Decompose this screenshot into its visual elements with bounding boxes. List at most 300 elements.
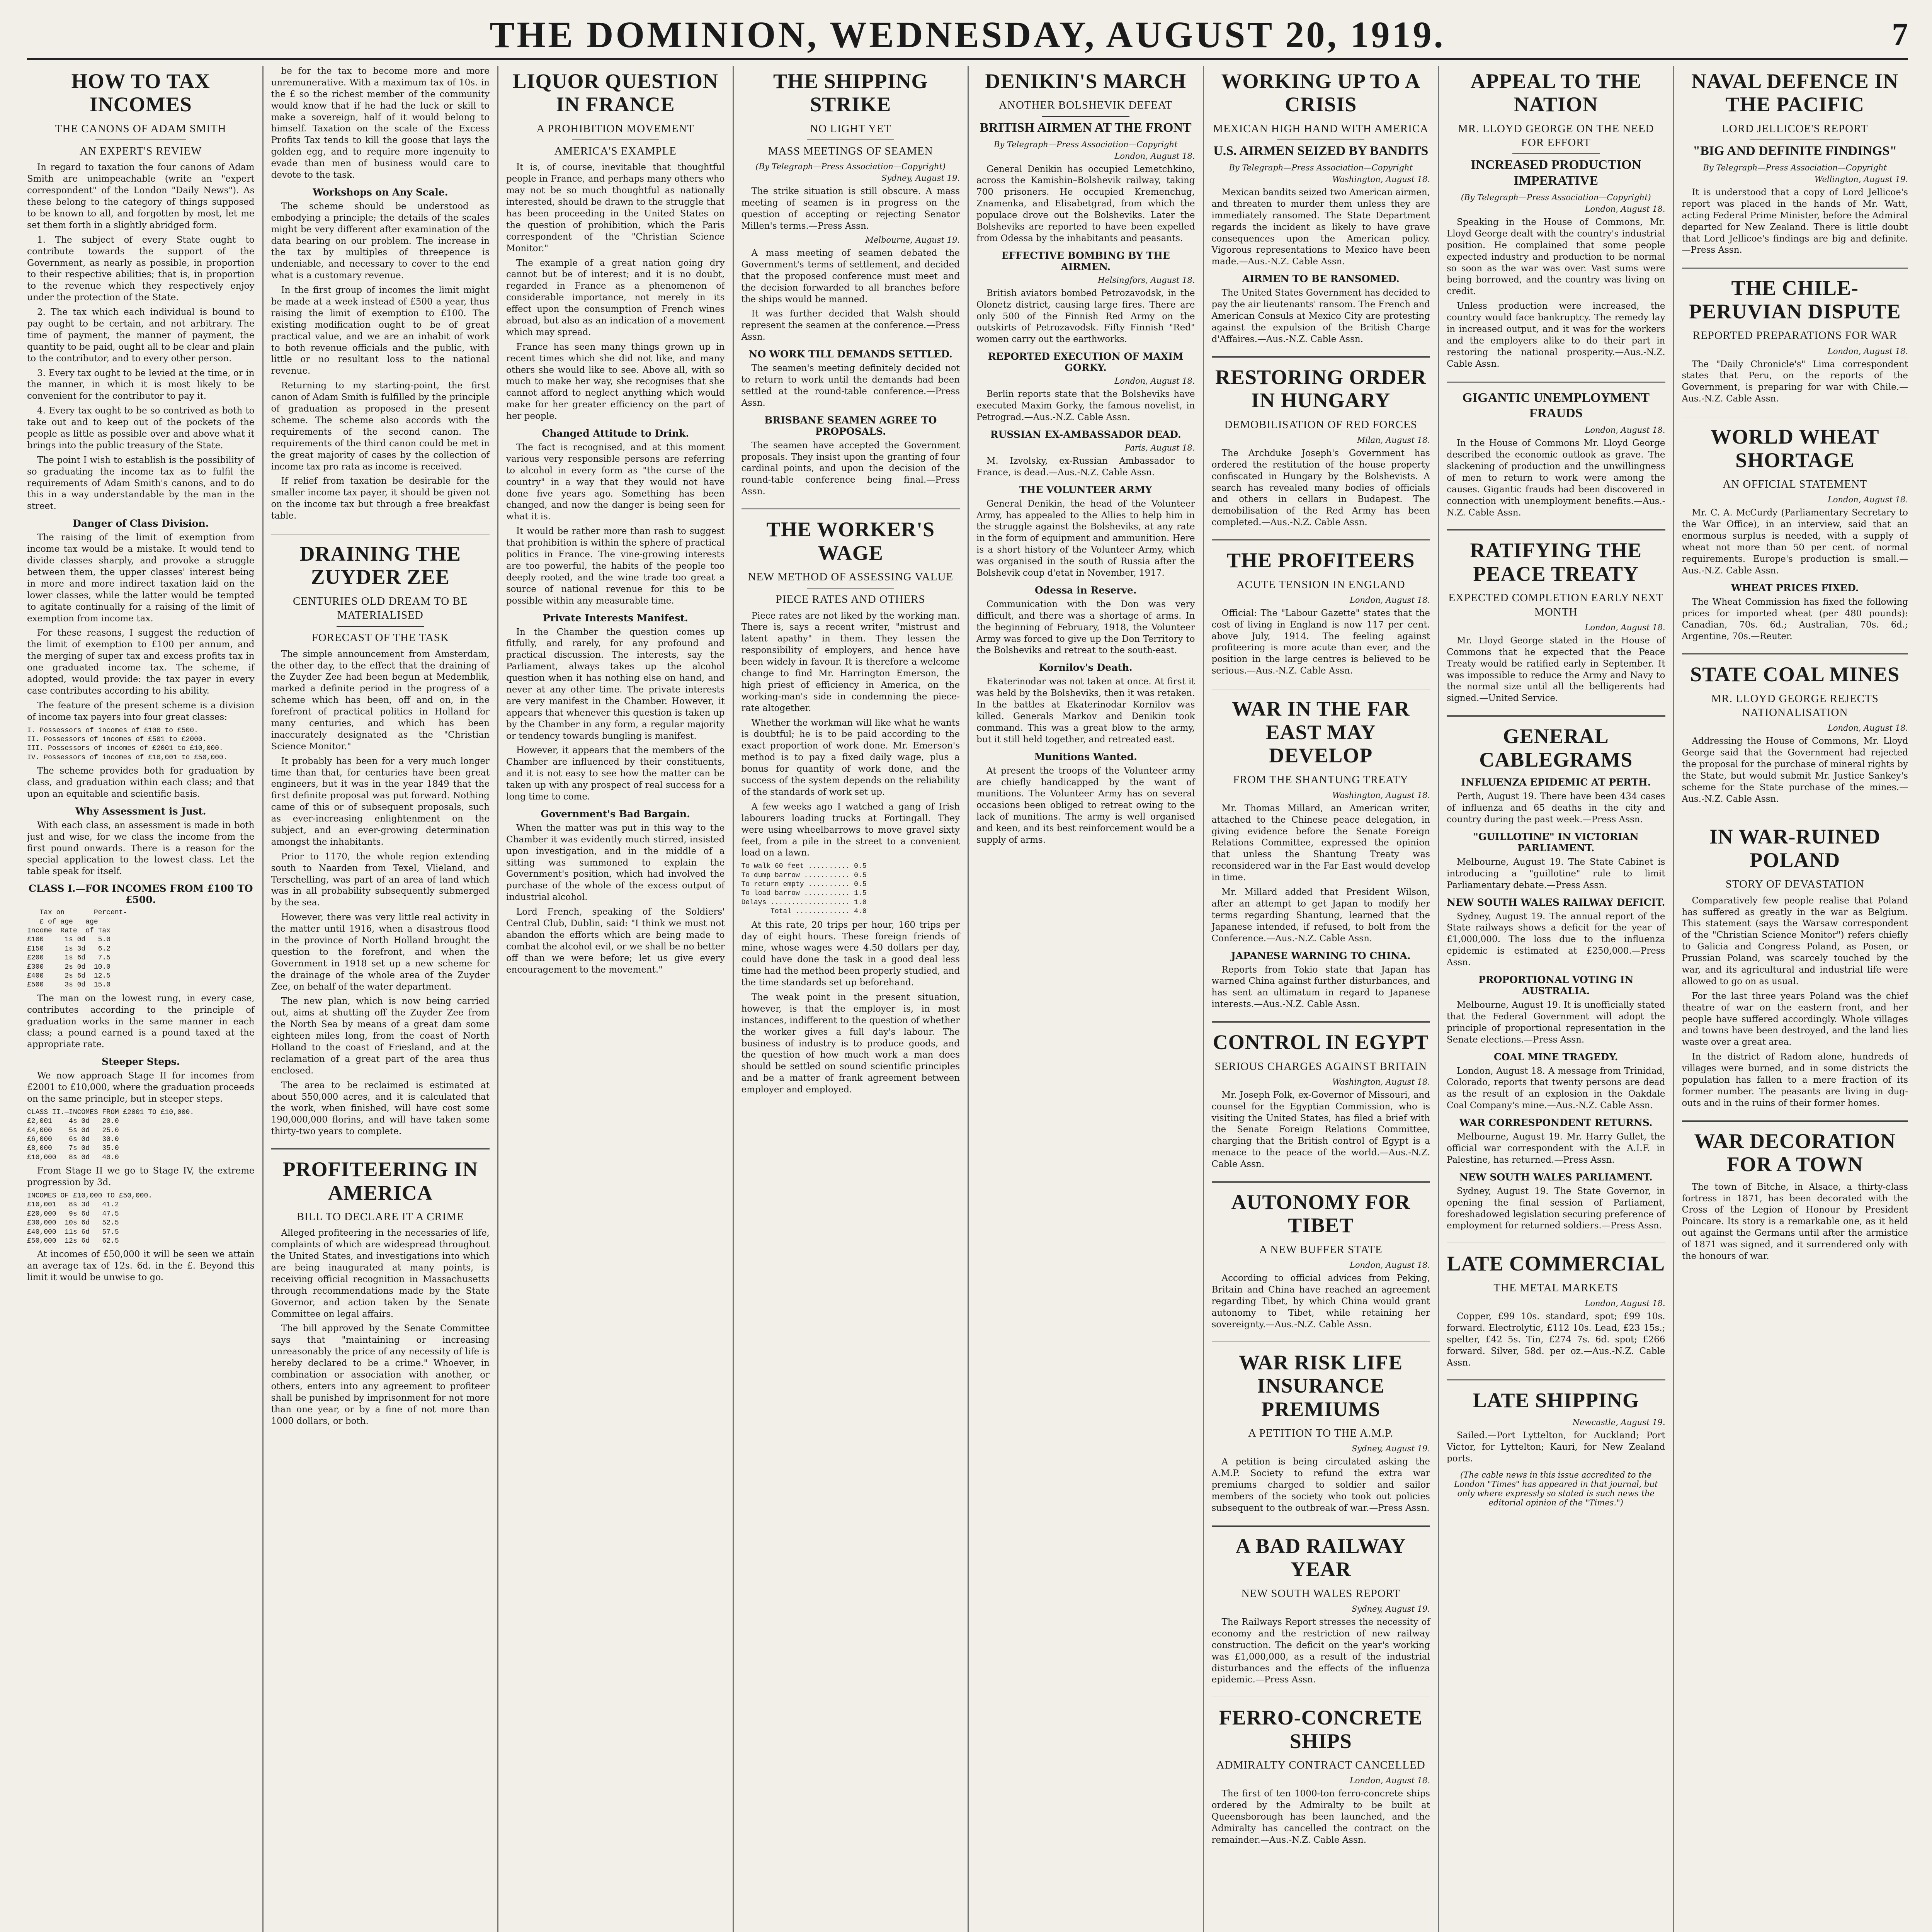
section-heading: WAR CORRESPONDENT RETURNS.	[1459, 1117, 1653, 1129]
paragraph: If relief from taxation be desirable for the smaller income tax payer, it should be given not on the income tax but through a free breakfast table.	[271, 476, 490, 521]
masthead-title: THE DOMINION, WEDNESDAY, AUGUST 20, 1919.	[490, 14, 1446, 55]
article-unemployment-frauds	[1447, 390, 1665, 519]
section-heading: NEW SOUTH WALES RAILWAY DEFICIT.	[1447, 896, 1665, 908]
paragraph: Returning to my starting-point, the first canon of Adam Smith is fulfilled by the principle of graduation as proposed in the present scheme. The scheme also accords with the requirements of the second canon. The requirements of the third canon could be met in the great majority of cases by the collection of income tax pro rata as income is received.	[271, 381, 490, 472]
paragraph: We now approach Stage II for incomes from £2001 to £10,000, where the graduation proceeds on the same principle, but in steeper steps.	[27, 1071, 255, 1104]
paragraph: M. Izvolsky, ex-Russian Ambassador to France, is dead.—Aus.-N.Z. Cable Assn.	[976, 456, 1195, 478]
section-heading: "GUILLOTINE" IN VICTORIAN PARLIAMENT.	[1473, 831, 1639, 854]
paragraph: Piece rates are not liked by the working man. There is, says a recent writer, "mistrust and latent apathy" in them. They lessen the responsibility of employers, and hence have been widely in favour. It is therefore a welcome change to find Mr. Harrington Emerson, the high priest of efficiency in America, on the working-man's side in condemning the piece-rate altogether.	[741, 611, 960, 713]
subheadline: AN OFFICIAL STATEMENT	[1723, 478, 1867, 491]
paragraph: In the Chamber the question comes up fitfully, and rarely, for any profound and practical discussion. The interests, say the Parliament, always takes up the alcohol question when it has nothing else on hand, and never at any other time. The private interests are very manifest in the Chamber. However, it appears that whenever this question is taken up by the Chamber in any form, a regular majority or tendency towards bungling is manifest.	[506, 627, 725, 741]
tax-table-class-1	[27, 908, 255, 990]
paragraph: Melbourne, August 19. Mr. Harry Gullet, the official war correspondent with the A.I.F. in Palestine, has returned.—Press Assn.	[1447, 1132, 1665, 1165]
paragraph: The strike situation is still obscure. A mass meeting of seamen is in progress on the question of accepting or rejecting Senator Millen's terms.—Press Assn.	[741, 186, 960, 231]
section-heading: REPORTED EXECUTION OF MAXIM GORKY.	[988, 351, 1184, 374]
table-text: Tax on Percent- £ of age age Income Rate of Tax £100 1s 0d 5.0 £150 1s 3d 6.2 £200 1s 6d 7.5 £300 2s 0d 10.0 £400 2s 6d 12.5 £500 3s 0d 15.0	[27, 909, 128, 989]
paragraph: 1. The subject of every State ought to contribute towards the support of the Government, as nearly as possible, in proportion to their respective abilities; that is, in proportion to the revenue which they respectively enjoy under the protection of the State.	[27, 235, 255, 303]
article-divider	[742, 509, 960, 510]
article-chile-peru	[1682, 276, 1908, 405]
subheadline: THE METAL MARKETS	[1493, 1281, 1619, 1294]
paragraph: Ekaterinodar was not taken at once. At first it was held by the Bolsheviks, then it was retaken. In the battles at Ekaterinodar Kornilov was killed. Generals Markov and Denikin took command. This was a great blow to the army, but it still held together, and retreated east.	[976, 677, 1195, 745]
section-heading: COAL MINE TRAGEDY.	[1493, 1051, 1618, 1063]
column-6	[1203, 66, 1438, 1932]
section-heading: INFLUENZA EPIDEMIC AT PERTH.	[1461, 777, 1651, 788]
article-divider	[1212, 688, 1430, 689]
column-3	[497, 66, 733, 1932]
paragraph: The raising of the limit of exemption from income tax would be a mistake. It would tend to divide classes sharply, and provoke a struggle between them, the upper classes' interest being in more and more indirect taxation laid on the lower classes, while the latter would be tempted to agitate continually for a raising of the limit of exemption from income tax.	[27, 532, 255, 624]
dateline: Sydney, August 19.	[1351, 1444, 1430, 1454]
masthead	[27, 12, 1908, 60]
subheadline: U.S. AIRMEN SEIZED BY BANDITS	[1213, 144, 1429, 158]
headline: PROFITEERING IN AMERICA	[282, 1158, 478, 1204]
section-heading: Kornilov's Death.	[1039, 662, 1133, 673]
article-state-coal-mines	[1682, 663, 1908, 805]
paragraph: The scheme should be understood as embodying a principle; the details of the scales might be very different after examination of the data bearing on our problem. The increase in the tax by multiples of threepence is undeniable, and necessary to cover to the end what is a customary revenue.	[271, 201, 490, 281]
paragraph: When the matter was put in this way to the Chamber it was evidently much stirred, insisted upon investigation, and in the middle of a sitting was summoned to explain the Government's position, which had involved the purchase of the whole of the excess output of industrial alcohol.	[506, 823, 725, 903]
article-hungary	[1212, 366, 1430, 529]
dateline: Paris, August 18.	[1124, 443, 1195, 452]
paragraph: In the first group of incomes the limit might be made at a week instead of £500 a year, thus raising the limit of exemption to £100. The existing modification ought to be of great practical value, and we are an inhabit of work to both revenue officials and the public, with little or no resultant loss to the national revenue.	[271, 285, 490, 376]
subheadline: BILL TO DECLARE IT A CRIME	[296, 1211, 464, 1223]
headline: AUTONOMY FOR TIBET	[1231, 1190, 1410, 1237]
headline: WORKING UP TO A CRISIS	[1221, 70, 1421, 116]
article-body	[742, 186, 960, 498]
headline: RESTORING ORDER IN HUNGARY	[1215, 365, 1427, 412]
column-8	[1673, 66, 1908, 1932]
paragraph: Reports from Tokio state that Japan has warned China against further disturbances, and has sent an ultimatum in regard to Japanese interests.—Aus.-N.Z. Cable Assn.	[1211, 964, 1430, 1010]
table-heading: CLASS I.—FOR INCOMES FROM £100 TO £500.	[28, 883, 253, 906]
dateline: London, August 18.	[1827, 346, 1908, 356]
article-divider	[271, 533, 490, 534]
article-war-ruined-poland	[1682, 825, 1908, 1109]
headline: APPEAL TO THE NATION	[1470, 70, 1641, 116]
section-heading: Odessa in Reserve.	[1034, 584, 1137, 596]
paragraph: Sydney, August 19. The annual report of the State railways shows a deficit for the year of £1,000,000. The loss due to the influenza epidemic is estimated at £250,000.—Press Assn.	[1447, 911, 1665, 968]
paragraph: It is, of course, inevitable that thoughtful people in France, and perhaps many others who may not be so much thoughtful as nationally interested, should be drawn to the struggle that has been proceeding in the United States on the question of prohibition, which the Paris correspondent of the "Christian Science Monitor."	[506, 162, 725, 253]
article-body	[1447, 777, 1665, 1232]
paragraph: At this rate, 20 trips per hour, 160 trips per day of eight hours. These foreign friends of mine, whose wages were 4.50 dollars per day, could have done the task in a good deal less time had the method been properly studied, and the time standards set up beforehand.	[741, 920, 960, 988]
headline: DRAINING THE ZUYDER ZEE	[299, 542, 461, 589]
time-study-table	[742, 862, 960, 916]
article-body	[1447, 635, 1665, 704]
article-tibet	[1212, 1190, 1430, 1331]
article-divider	[1682, 816, 1908, 817]
article-body	[1682, 895, 1908, 1109]
section-heading: Danger of Class Division.	[73, 518, 209, 529]
article-late-commercial	[1447, 1252, 1665, 1369]
headline: RATIFYING THE PEACE TREATY	[1470, 539, 1642, 585]
article-body	[271, 66, 490, 522]
headline: CONTROL IN EGYPT	[1213, 1031, 1429, 1054]
page-number: 7	[1892, 17, 1908, 53]
article-railway-year	[1212, 1534, 1430, 1686]
paragraph: Whether the workman will like what he wants is doubtful; he is to be paid according to the exact proportion of work done. Mr. Emerson's method is to pay a fixed daily wage, plus a bonus for quantity of work done, and the success of the system depends on the reliability of the standards of work set up.	[741, 718, 960, 797]
paragraph: Unless production were increased, the country would face bankruptcy. The remedy lay in increased output, and it was for the workers and the employers alike to do their part in restoring the national prosperity.—Aus.-N.Z. Cable Assn.	[1447, 301, 1665, 369]
article-shipping-strike	[742, 70, 960, 498]
article-war-decoration	[1682, 1129, 1908, 1262]
dateline: Milan, August 18.	[1357, 435, 1430, 445]
subheadline: ANOTHER BOLSHEVIK DEFEAT	[999, 99, 1173, 112]
paragraph: A petition is being circulated asking the A.M.P. Society to refund the extra war premiums charged to soldier and sailor members of the society who took out policies subsequent to the outbreak of war.—Press Assn.	[1211, 1457, 1430, 1513]
article-peace-treaty	[1447, 539, 1665, 704]
article-divider	[1212, 1525, 1430, 1527]
article-body	[1212, 187, 1430, 345]
article-divider	[1447, 715, 1665, 717]
paragraph: However, there was very little real activity in the matter until 1916, when a disastrous flood in the province of North Holland brought the question to the forefront, and when the Government in 1918 set up a new scheme for the drainage of the whole area of the Zuyder Zee, on behalf of the water department.	[271, 912, 490, 992]
paragraph: From Stage II we go to Stage IV, the extreme progression by 3d.	[27, 1166, 255, 1188]
subheadline: NEW SOUTH WALES REPORT	[1241, 1587, 1400, 1600]
article-body	[1447, 1430, 1665, 1465]
paragraph: be for the tax to become more and more unremunerative. With a maximum tax of 10s. in the £ so the richest member of the community would know that if he had the luck or skill to make a sovereign, half of it would belong to himself. Taxation on the scale of the Excess Profits Tax tends to kill the goose that lays the golden egg, and to require more ingenuity to evade than men of business would care to devote to the task.	[271, 66, 490, 180]
tax-table-class-4	[27, 1192, 255, 1246]
headline: STATE COAL MINES	[1690, 663, 1900, 686]
headline: GIGANTIC UNEMPLOYMENT FRAUDS	[1462, 390, 1650, 421]
paragraph: The seamen's meeting definitely decided not to return to work until the demands had been settled at the round-table conference.—Press Assn.	[741, 363, 960, 408]
subheadline: NEW METHOD OF ASSESSING VALUE	[748, 571, 954, 583]
paragraph: In the House of Commons Mr. Lloyd George described the economic outlook as grave. The slackening of production and the unwillingness of men to return to work were among the causes. Gigantic frauds had been discovered in connection with unemployment benefits.—Aus.-N.Z. Cable Assn.	[1447, 438, 1665, 518]
paragraph: The point I wish to establish is the possibility of so graduating the income tax as to fulfil the requirements of Adam Smith's canons, and to do this in a way understandable by the man in the street.	[27, 455, 255, 512]
column-5	[968, 66, 1203, 1932]
headline: THE SHIPPING STRIKE	[773, 70, 928, 116]
column-1	[27, 66, 262, 1932]
article-divider	[1682, 267, 1908, 269]
article-divider	[1212, 1181, 1430, 1183]
article-body	[1212, 1090, 1430, 1170]
dateline: Sydney, August 19.	[1351, 1604, 1430, 1614]
paragraph: General Denikin has occupied Lemetchkino, across the Kamishin–Bolshevik railway, taking 700 prisoners. He occupied Kremenchug, Znamenka, and Elisabetgrad, from which the populace drove out the Bolsheviks. Later the Bolsheviks are reported to have been expelled from Odessa by the inhabitants and peasants.	[976, 164, 1195, 243]
article-divider	[1212, 1342, 1430, 1343]
subheadline: AMERICA'S EXAMPLE	[554, 145, 677, 158]
subheadline: STORY OF DEVASTATION	[1725, 878, 1864, 891]
dateline: Newcastle, August 19.	[1572, 1417, 1665, 1427]
paragraph: The "Daily Chronicle's" Lima correspondent states that Peru, on the reports of the Government, is preparing for war with Chile.—Aus.-N.Z. Cable Assn.	[1682, 359, 1908, 404]
paragraph: At present the troops of the Volunteer army are chiefly handicapped by the want of munitions. The Volunteer Army has on several occasions been obliged to retreat owing to the lack of munitions. The army is well organised and keen, and its best reinforcement would be a supply of arms.	[976, 765, 1195, 845]
paragraph: Mexican bandits seized two American airmen, and threaten to murder them unless they are immediately ransomed. The State Department regards the incident as likely to have grave consequences upon the American policy. Vigorous representations to Mexico have been made.—Aus.-N.Z. Cable Assn.	[1211, 187, 1430, 267]
byline: By Telegraph—Press Association—Copyright	[993, 139, 1178, 149]
section-heading: Why Assessment is Just.	[75, 805, 206, 817]
subheadline: SERIOUS CHARGES AGAINST BRITAIN	[1214, 1060, 1427, 1073]
paragraph: It was further decided that Walsh should represent the seamen at the conference.—Press Assn.	[741, 309, 960, 342]
section-heading: Government's Bad Bargain.	[541, 808, 690, 820]
byline: By Telegraph—Press Association—Copyright	[1229, 163, 1413, 172]
headline: HOW TO TAX INCOMES	[71, 70, 210, 116]
divider	[1042, 116, 1129, 117]
divider	[572, 139, 659, 140]
article-body	[1682, 507, 1908, 643]
article-body	[1212, 1617, 1430, 1686]
article-divider	[1212, 539, 1430, 541]
article-body	[1447, 217, 1665, 370]
section-heading: PROPORTIONAL VOTING IN AUSTRALIA.	[1478, 974, 1634, 997]
headline: WAR DECORATION FOR A TOWN	[1694, 1129, 1896, 1176]
article-war-risk	[1212, 1351, 1430, 1514]
paragraph: The area to be reclaimed is estimated at about 550,000 acres, and it is calculated that the work, when finished, will have cost some 190,000,000 florins, and will have taken some thirty-two years to complete.	[271, 1080, 490, 1137]
headline: A BAD RAILWAY YEAR	[1235, 1534, 1406, 1581]
section-heading: JAPANESE WARNING TO CHINA.	[1231, 950, 1411, 961]
paragraph: The simple announcement from Amsterdam, the other day, to the effect that the draining of the Zuyder Zee had been begun at Medemblik, marked a definite period in the progress of a scheme which has been, off and on, in the forefront of practical politics in Holland for many centuries, and which has been inaccurately designated as the "Christian Science Monitor."	[271, 649, 490, 752]
paragraph: In regard to taxation the four canons of Adam Smith are unimpeachable (write an "expert correspondent" of the London "Daily News"). As these belong to the category of things supposed to be known to all, and forgotten by most, let me set them forth in a slightly abridged form.	[27, 162, 255, 230]
article-body	[1682, 1182, 1908, 1262]
column-4	[733, 66, 968, 1932]
subheadline: AN EXPERT'S REVIEW	[80, 145, 202, 158]
paragraph: With each class, an assessment is made in both just and wise, for we class the income from the first pound onwards. There is a reason for the special application to the lowest class. Let the table speak for itself.	[27, 820, 255, 877]
paragraph: For the last three years Poland was the chief theatre of war on the eastern front, and her people have suffered accordingly. Whole villages and towns have been destroyed, and the land lies waste over a great area.	[1682, 991, 1908, 1048]
section-heading: Steeper Steps.	[102, 1056, 180, 1068]
paragraph: London, August 18. A message from Trinidad, Colorado, reports that twenty persons are dead as the result of an explosion in the Oakdale Coal Company's mine.—Aus.-N.Z. Cable Assn.	[1447, 1066, 1665, 1111]
section-heading: NO WORK TILL DEMANDS SETTLED.	[748, 349, 952, 360]
subheadline: ACUTE TENSION IN ENGLAND	[1236, 578, 1405, 591]
dateline: Sydney, August 19.	[881, 173, 960, 183]
dateline: London, August 18.	[1585, 1299, 1665, 1308]
divider	[807, 139, 894, 140]
paragraph: However, it appears that the members of the Chamber are influenced by their constituents, and it is not easy to see how the matter can be taken up with any prospect of real success for a long time to come.	[506, 745, 725, 802]
paragraph: Alleged profiteering in the necessaries of life, complaints of which are widespread throughout the United States, and investigations into which are being inaugurated at many points, is receiving official recognition in Massachusetts through recommendations made by the State Governor, and action taken by the Senate Committee on legal affairs.	[271, 1228, 490, 1319]
dateline: Wellington, August 19.	[1814, 174, 1908, 184]
article-tax-continued	[271, 66, 490, 522]
income-classes-list	[27, 726, 255, 763]
article-profiteering-america	[271, 1158, 490, 1427]
article-body	[1212, 1456, 1430, 1514]
article-zuyder-zee	[271, 542, 490, 1138]
paragraph: 4. Every tax ought to be so contrived as both to take out and to keep out of the pockets of the people as little as possible over and above what it brings into the public treasury of the State.	[27, 406, 255, 451]
section-heading: RUSSIAN EX-AMBASSADOR DEAD.	[990, 429, 1181, 440]
dateline: London, August 18.	[1114, 151, 1195, 161]
headline: WAR RISK LIFE INSURANCE PREMIUMS	[1239, 1350, 1403, 1421]
subheadline: BRITISH AIRMEN AT THE FRONT	[980, 120, 1192, 135]
article-divider	[1447, 1243, 1665, 1244]
paragraph: The scheme provides both for graduation by class, and graduation within each class; and that upon an equitable and scientific basis.	[27, 766, 255, 799]
section-heading: WHEAT PRICES FIXED.	[1731, 582, 1859, 594]
paragraph: Melbourne, August 19. It is unofficially stated that the Federal Government will adopt the principle of proportional representation in the Senate elections.—Press Assn.	[1447, 1000, 1665, 1045]
paragraph: It would be rather more than rash to suggest that prohibition is within the sphere of practical politics in France. The vine-growing interests are too powerful, the habits of the people too deeply rooted, and the wine trade too great a source of national revenue for this to be possible within any measurable time.	[506, 526, 725, 606]
section-heading: NEW SOUTH WALES PARLIAMENT.	[1459, 1171, 1653, 1183]
subheadline: FORECAST OF THE TASK	[311, 631, 449, 644]
subheadline: EXPECTED COMPLETION EARLY NEXT MONTH	[1448, 592, 1664, 618]
section-heading: Munitions Wanted.	[1034, 751, 1137, 762]
paragraph: In the district of Radom alone, hundreds of villages were burned, and in some districts the population has fallen to a mere fraction of its former number. The peasants are living in dug-outs and in the ruins of their former homes.	[1682, 1052, 1908, 1108]
article-egypt	[1212, 1031, 1430, 1170]
article-far-east	[1212, 697, 1430, 1010]
section-heading: Changed Attitude to Drink.	[542, 428, 689, 439]
article-divider	[1212, 1697, 1430, 1698]
article-body	[1212, 448, 1430, 529]
paragraph: It is understood that a copy of Lord Jellicoe's report was placed in the hands of Mr. Watt, acting Federal Prime Minister, before the Admiral departed for New Zealand. There is little doubt that Lord Jellicoe's findings are big and definite.—Press Assn.	[1682, 187, 1908, 255]
article-crisis-mexico	[1212, 70, 1430, 345]
dateline: London, August 18.	[1827, 495, 1908, 505]
paragraph: A mass meeting of seamen debated the Government's terms of settlement, and decided that the proposed conference must meet and the decision forwarded to all branches before the ships would be manned.	[741, 248, 960, 304]
paragraph: Comparatively few people realise that Poland has suffered as greatly in the war as Belgium. This statement (says the Warsaw correspondent of the "Christian Science Monitor") refers chiefly to Galicia and Congress Poland, as Posen, or Prussian Poland, was scarcely touched by the war, and its agricultural and industrial life were allowed to go on as usual.	[1682, 895, 1908, 986]
section-heading: AIRMEN TO BE RANSOMED.	[1242, 273, 1400, 285]
dateline: London, August 18.	[1349, 595, 1430, 605]
dateline: London, August 18.	[1349, 1776, 1430, 1786]
subheadline: A PETITION TO THE A.M.P.	[1248, 1427, 1394, 1440]
subheadline: "BIG AND DEFINITE FINDINGS"	[1693, 144, 1897, 158]
subheadline: MR. LLOYD GEORGE ON THE NEED FOR EFFORT	[1458, 122, 1654, 149]
article-body	[506, 162, 725, 976]
paragraph: 3. Every tax ought to be levied at the time, or in the manner, in which it is most likely to be convenient for the contributor to pay it.	[27, 368, 255, 401]
article-divider	[271, 1148, 490, 1150]
divider	[337, 626, 424, 627]
paragraph: The Wheat Commission has fixed the following prices for imported wheat (per 480 pounds): Canadian, 70s. 6d.; Australian, 70s. 6d.; Argentine, 70s.—Reuter.	[1682, 597, 1908, 642]
paragraph: France has seen many things grown up in recent times which she did not like, and many others she would like to see. Above all, with so much to make her way, she recognises that she cannot afford to neglect anything which would make for her greater efficiency on the part of her people.	[506, 342, 725, 422]
paragraph: The town of Bitche, in Alsace, a thirty-class fortress in 1871, has been decorated with the Cross of the Legion of Honour by President Poincare. Its story is a remarkable one, as it held out against the Germans until after the armistice of 1871 was signed, and it surrendered only with the honours of war.	[1682, 1182, 1908, 1261]
subheadline: THE CANONS OF ADAM SMITH	[55, 122, 226, 135]
article-body	[742, 611, 960, 1096]
table-text: CLASS II.—INCOMES FROM £2001 TO £10,000. £2,001 4s 0d 20.0 £4,000 5s 0d 25.0 £6,000 6s 0d 30.0 £8,000 7s 0d 35.0 £10,000 8s 0d 40.0	[27, 1108, 194, 1162]
dateline: London, August 18.	[1585, 425, 1665, 435]
headline: NAVAL DEFENCE IN THE PACIFIC	[1691, 70, 1899, 116]
headline: GENERAL CABLEGRAMS	[1479, 724, 1633, 771]
headline: DENIKIN'S MARCH	[985, 70, 1187, 93]
section-heading: Private Interests Manifest.	[543, 612, 688, 624]
dateline: Washington, August 18.	[1332, 174, 1430, 184]
article-liquor-france	[506, 70, 725, 976]
article-divider	[1682, 653, 1908, 655]
subheadline: FROM THE SHANTUNG TREATY	[1233, 773, 1409, 786]
byline: (By Telegraph—Press Association—Copyright)	[1461, 193, 1651, 202]
article-body	[1212, 1273, 1430, 1330]
paragraph: General Denikin, the head of the Volunteer Army, has appealed to the Allies to help him in the struggle against the Bolsheviks, at any rate in the form of equipment and ammunition. Here is a short history of the Volunteer Army, which was organised in the south of Russia after the Bolshevik coup d'etat in November, 1917.	[976, 498, 1195, 578]
headline: LATE COMMERCIAL	[1447, 1252, 1665, 1276]
paragraph: According to official advices from Peking, Britain and China have reached an agreement regarding Tibet, by which China would grant autonomy to Tibet, while retaining her sovereignty.—Aus.-N.Z. Cable Assn.	[1211, 1273, 1430, 1330]
section-heading: THE VOLUNTEER ARMY	[1019, 484, 1152, 495]
paragraph: Mr. Thomas Millard, an American writer, attached to the Chinese peace delegation, in giving evidence before the Senate Foreign Relations Committee, expressed the opinion that unless the Shantung Treaty was reconsidered war in the Far East would develop in time.	[1211, 803, 1430, 883]
dateline: London, August 18.	[1827, 723, 1908, 733]
divider	[1277, 139, 1364, 140]
subheadline: CENTURIES OLD DREAM TO BE MATERIALISED	[293, 595, 468, 622]
paragraph: Addressing the House of Commons, Mr. Lloyd George said that the Government had rejected the proposal for the purchase of mineral rights by the State, but would submit Mr. Justice Sankey's scheme for the State purchase of the mines.—Aus.-N.Z. Cable Assn.	[1682, 736, 1908, 804]
paragraph: The example of a great nation going dry cannot but be of interest; and it is no doubt, regarded in France as a phenomenon of considerable importance, not merely in its effect upon the consumption of French wines abroad, but also as an indication of a movement which may spread.	[506, 258, 725, 337]
article-late-shipping	[1447, 1389, 1665, 1507]
subheadline: A PROHIBITION MOVEMENT	[536, 122, 695, 135]
paragraph: Sailed.—Port Lyttelton, for Auckland; Port Victor, for Lyttelton; Kauri, for New Zealand ports.	[1447, 1430, 1665, 1464]
paragraph: The weak point in the present situation, however, is that the employer is, in most instances, indifferent to the question of whether the worker gives a full day's labour. The business of industry is to produce goods, and the question of how much work a man does should be settled on sound scientific principles and be a matter of frank agreement between employer and employed.	[741, 992, 960, 1095]
article-body	[1682, 736, 1908, 805]
paragraph: Lord French, speaking of the Soldiers' Central Club, Dublin, said: "I think we must not abandon the efforts which are being made to combat the alcohol evil, or we shall be no better off than we were before; let us give every encouragement to the movement."	[506, 907, 725, 975]
table-text: INCOMES OF £10,000 TO £50,000. £10,001 8s 3d 41.2 £20,000 9s 6d 47.5 £30,000 10s 6d 52.5 £40,000 11s 6d 57.5 £50,000 12s 6d 62.5	[27, 1192, 153, 1245]
article-divider	[1212, 356, 1430, 358]
paragraph: A few weeks ago I watched a gang of Irish labourers loading trucks at Fortingall. They were using wheelbarrows to move gravel sixty feet, from a pile in the street to a convenient load on a lawn.	[741, 801, 960, 858]
section-heading: EFFECTIVE BOMBING BY THE AIRMEN.	[1001, 250, 1170, 272]
article-body	[976, 164, 1195, 846]
headline: THE WORKER'S WAGE	[766, 518, 935, 565]
article-body	[1447, 438, 1665, 519]
article-divider	[1682, 416, 1908, 417]
paragraph: The first of ten 1000-ton ferro-concrete ships ordered by the Admiralty to be built at Queensborough has been launched, and the Admiralty has cancelled the contract on the remainder.—Aus.-N.Z. Cable Assn.	[1211, 1789, 1430, 1845]
article-divider	[1447, 529, 1665, 531]
headline: WAR IN THE FAR EAST MAY DEVELOP	[1231, 697, 1410, 767]
article-body	[1212, 1788, 1430, 1846]
article-body	[271, 649, 490, 1138]
subheadline: DEMOBILISATION OF RED FORCES	[1224, 418, 1417, 431]
article-body	[1212, 608, 1430, 677]
headline: THE PROFITEERS	[1226, 549, 1415, 572]
article-body	[1447, 1311, 1665, 1369]
article-naval-defence	[1682, 70, 1908, 256]
headline: IN WAR-RUINED POLAND	[1709, 825, 1881, 872]
paragraph: Prior to 1170, the whole region extending south to Naarden from Texel, Vlieland, and Terschelling, was part of an area of land which was in all probability subsequently submerged by the sea.	[271, 851, 490, 908]
article-divider	[1682, 1120, 1908, 1122]
article-ferro-concrete	[1212, 1706, 1430, 1846]
article-divider	[1447, 381, 1665, 383]
subheadline: REPORTED PREPARATIONS FOR WAR	[1692, 329, 1897, 342]
subheadline: INCREASED PRODUCTION IMPERATIVE	[1471, 158, 1641, 188]
headline: FERRO-CONCRETE SHIPS	[1219, 1706, 1423, 1753]
classes-text: I. Possessors of incomes of £100 to £500. II. Possessors of incomes of £501 to £2000. III. Possessors of incomes of £2001 to £10,000. IV. Possessors of incomes of £10,001 to £50,000.	[27, 726, 228, 762]
paragraph: British aviators bombed Petrozavodsk, in the Olonetz district, causing large fires. There are only 500 of the Finnish Red Army on the outskirts of Petrozavodsk. Fifty Finnish "Red" women carry out the earthworks.	[976, 288, 1195, 345]
dateline: London, August 18.	[1585, 204, 1665, 214]
section-heading: BRISBANE SEAMEN AGREE TO PROPOSALS.	[764, 414, 937, 437]
paragraph: Mr. C. A. McCurdy (Parliamentary Secretary to the War Office), in an interview, said that an enormous surplus is needed, with a supply of wheat not more than 50 per cent. of normal requirements. Europe's production is small.—Aus.-N.Z. Cable Assn.	[1682, 508, 1908, 576]
byline: (By Telegraph—Press Association—Copyright)	[755, 162, 946, 172]
subheadline: MASS MEETINGS OF SEAMEN	[768, 145, 933, 158]
paragraph: Speaking in the House of Commons, Mr. Lloyd George dealt with the country's industrial position. He complained that some people expected industry and production to be normal so soon as the war was over. Vast sums were being borrowed, and the country was living on credit.	[1447, 217, 1665, 297]
paragraph: Mr. Joseph Folk, ex-Governor of Missouri, and counsel for the Egyptian Commission, who is visiting the United States, has filed a brief with the Senate Foreign Relations Committee, charging that the British control of Egypt is a menace to the peace of the world.—Aus.-N.Z. Cable Assn.	[1211, 1090, 1430, 1170]
paragraph: 2. The tax which each individual is bound to pay ought to be certain, and not arbitrary. The time of payment, the manner of payment, the quantity to be paid, ought all to be clear and plain to the contributor, and to every other person.	[27, 307, 255, 364]
article-body	[1682, 359, 1908, 405]
dateline: London, August 18.	[1349, 1260, 1430, 1270]
paragraph: Copper, £99 10s. standard, spot; £99 10s. forward. Electrolytic, £112 10s. Lead, £23 15s.; spelter, £42 5s. Tin, £274 7s. 6d. spot; £266 forward. Silver, 58d. per oz.—Aus.-N.Z. Cable Assn.	[1447, 1311, 1665, 1368]
paragraph: The Archduke Joseph's Government has ordered the restitution of the house property confiscated in Hungary by the Bolshevists. A search has revealed many bodies of officials and others in cellars in Budapest. The demobilisation of the Red Army has been completed.—Aus.-N.Z. Cable Assn.	[1211, 448, 1430, 528]
paragraph: The United States Government has decided to pay the air lieutenants' ransom. The French and American Consuls at Mexico City are protesting against the expulsion of the British Charge d'Affaires.—Aus.-N.Z. Cable Assn.	[1211, 288, 1430, 344]
byline: By Telegraph—Press Association—Copyright	[1703, 163, 1887, 172]
paragraph: The man on the lowest rung, in every case, contributes according to the principle of graduation works in the same manner in each class; a pound earned is a pound taxed at the appropriate rate.	[27, 993, 255, 1050]
article-profiteers	[1212, 549, 1430, 677]
headline: WORLD WHEAT SHORTAGE	[1710, 425, 1879, 472]
paragraph: The Railways Report stresses the necessity of economy and the restriction of new railway construction. The deficit on the year's working was £1,000,000, as a result of the industrial disturbances and the effects of the influenza epidemic.—Press Assn.	[1211, 1617, 1430, 1685]
article-tax-incomes	[27, 70, 255, 1284]
paragraph: The fact is recognised, and at this moment various very responsible persons are referring to alcohol in every form as "the curse of the country" in a way that they would not have done five years ago. Something has been changed, and now the danger is being seen for what it is.	[506, 442, 725, 522]
article-general-cablegrams	[1447, 724, 1665, 1232]
subheadline: LORD JELLICOE'S REPORT	[1722, 122, 1868, 135]
subheadline: ADMIRALTY CONTRACT CANCELLED	[1216, 1759, 1425, 1772]
dateline: London, August 18.	[1114, 376, 1195, 386]
paragraph: The seamen have accepted the Government proposals. They insist upon the granting of four cardinal points, and upon the decision of the round-table conference being final.—Press Assn.	[741, 440, 960, 497]
tax-table-class-2	[27, 1108, 255, 1162]
column-2	[262, 66, 498, 1932]
paragraph: For these reasons, I suggest the reduction of the limit of exemption to £100 per annum, and the merging of super tax and excess profits tax in one graduated income tax. The scheme, if adopted, would provide: the tax payer in every case contributes according to his ability.	[27, 628, 255, 696]
article-body	[1212, 803, 1430, 1010]
dateline: Washington, August 18.	[1332, 1077, 1430, 1087]
table-text: To walk 60 feet .......... 0.5 To dump barrow ........... 0.5 To return empty .......... 0.5 To load barrow ........... 1.5 Delays ................... 1.0 Total ............. 4.0	[741, 862, 867, 916]
article-divider	[1212, 1021, 1430, 1023]
paragraph: Communication with the Don was very difficult, and there was a shortage of arms. In the beginning of February, 1918, the Volunteer Army was forced to give up the Don Territory to the Bolsheviks and retreat to the south-east.	[976, 599, 1195, 656]
paragraph: The feature of the present scheme is a division of income tax payers into four great classes:	[27, 700, 255, 722]
columns	[27, 66, 1908, 1932]
paragraph: The bill approved by the Senate Committee says that "maintaining or increasing unreasonably the price of any necessity of life is hereby declared to be a crime." Whoever, in combination or association with another, or others, enters into any agreement to profiteer shall be punished by imprisonment for not more than one year, or by a fine of not more than 1000 dollars, or both.	[271, 1323, 490, 1426]
headline: LATE SHIPPING	[1473, 1389, 1639, 1412]
paragraph: Mr. Lloyd George stated in the House of Commons that he expected that the Peace Treaty would be ratified early in September. It was impossible to reduce the Army and Navy to the normal size until all the belligerents had signed.—United Service.	[1447, 635, 1665, 704]
article-body	[1682, 187, 1908, 256]
cable-news-footnote: (The cable news in this issue accredited to the London "Times" has appeared in that journal, but only where expressly so stated is such news the editorial opinion of the "Times.")	[1454, 1470, 1658, 1507]
paragraph: Mr. Millard added that President Wilson, after an attempt to get Japan to modify her terms regarding Shantung, learned that the Japanese intended, if refused, to bolt from the Conference.—Aus.-N.Z. Cable Assn.	[1211, 887, 1430, 944]
paragraph: At incomes of £50,000 it will be seen we attain an average tax of 12s. 6d. in the £. Beyond this limit it would be unwise to go.	[27, 1249, 255, 1283]
paragraph: Melbourne, August 19. The State Cabinet is introducing a "guillotine" rule to limit Parliamentary debate.—Press Assn.	[1447, 857, 1665, 890]
paragraph: Perth, August 19. There have been 434 cases of influenza and 65 deaths in the city and country during the past week.—Press Assn.	[1447, 791, 1665, 825]
divider	[1750, 139, 1840, 140]
article-denikins-march	[976, 70, 1195, 846]
subheadline: NO LIGHT YET	[810, 122, 891, 135]
subheadline: MR. LLOYD GEORGE REJECTS NATIONALISATION	[1711, 692, 1879, 719]
divider	[1512, 153, 1600, 154]
dateline: Melbourne, August 19.	[865, 235, 960, 245]
column-7	[1438, 66, 1673, 1932]
subheadline: PIECE RATES AND OTHERS	[776, 593, 925, 606]
article-body	[271, 1228, 490, 1427]
article-body	[27, 162, 255, 1284]
paragraph: Berlin reports state that the Bolsheviks have executed Maxim Gorky, the famous novelist, in Petrograd.—Aus.-N.Z. Cable Assn.	[976, 389, 1195, 422]
article-appeal-nation	[1447, 70, 1665, 370]
